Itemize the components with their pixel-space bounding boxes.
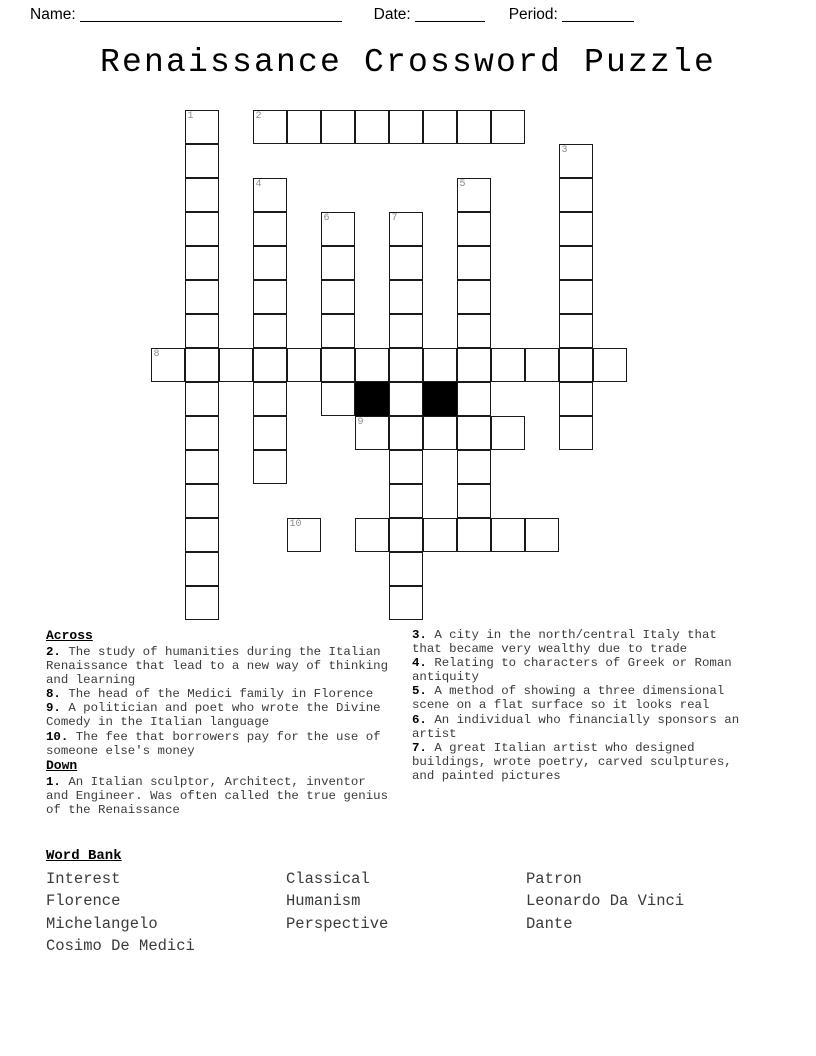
grid-cell-number: 4 bbox=[255, 179, 262, 190]
grid-cell[interactable] bbox=[287, 110, 321, 144]
clue-number: 6. bbox=[412, 712, 435, 727]
grid-cell[interactable] bbox=[559, 280, 593, 314]
word-bank-item: Patron bbox=[526, 870, 582, 888]
clues-column-right bbox=[412, 628, 752, 783]
clue-text: The fee that borrowers pay for the use of someone else's money bbox=[46, 729, 381, 758]
grid-cell[interactable] bbox=[219, 348, 253, 382]
grid-cell[interactable] bbox=[389, 314, 423, 348]
grid-cell[interactable] bbox=[321, 110, 355, 144]
clue-item bbox=[412, 741, 752, 783]
word-bank-item: Classical bbox=[286, 870, 370, 888]
grid-cell-number: 2 bbox=[255, 111, 262, 122]
grid-cell[interactable] bbox=[253, 450, 287, 484]
grid-cell[interactable] bbox=[253, 382, 287, 416]
clue-item bbox=[46, 701, 391, 729]
grid-cell[interactable] bbox=[321, 280, 355, 314]
grid-cell[interactable] bbox=[321, 348, 355, 382]
word-bank-item: Cosimo De Medici bbox=[46, 937, 195, 956]
grid-cell[interactable] bbox=[185, 382, 219, 416]
grid-cell[interactable] bbox=[185, 450, 219, 484]
grid-cell[interactable] bbox=[151, 348, 185, 382]
grid-cell[interactable] bbox=[389, 416, 423, 450]
clue-text: The head of the Medici family in Florence bbox=[68, 687, 374, 702]
clue-text: An Italian sculptor, Architect, inventor and Engineer. Was often called the true genius of the Renaissance bbox=[46, 774, 389, 817]
grid-cell[interactable] bbox=[525, 348, 559, 382]
clue-text: The study of humanities during the Italian Renaissance that lead to a new way of thinking and learning bbox=[46, 645, 389, 688]
grid-cell[interactable] bbox=[389, 484, 423, 518]
grid-cell-blocked bbox=[355, 382, 389, 416]
grid-cell[interactable] bbox=[457, 178, 491, 212]
word-bank-section bbox=[46, 848, 776, 960]
clue-text: A great Italian artist who designed buildings, wrote poetry, carved sculptures, and painted pictures bbox=[412, 740, 732, 783]
grid-cell[interactable] bbox=[253, 348, 287, 382]
grid-cell[interactable] bbox=[457, 382, 491, 416]
grid-cell[interactable] bbox=[185, 586, 219, 620]
clue-number: 7. bbox=[412, 740, 435, 755]
grid-cell[interactable] bbox=[389, 348, 423, 382]
grid-cell[interactable] bbox=[389, 586, 423, 620]
grid-cell[interactable] bbox=[321, 212, 355, 246]
grid-cell-number: 8 bbox=[153, 349, 160, 360]
grid-cell[interactable] bbox=[559, 246, 593, 280]
word-bank-item: Dante bbox=[526, 914, 573, 933]
grid-cell[interactable] bbox=[559, 382, 593, 416]
grid-cell-number: 7 bbox=[391, 213, 398, 224]
clue-number: 3. bbox=[412, 628, 435, 642]
grid-cell[interactable] bbox=[457, 280, 491, 314]
grid-cell-number: 10 bbox=[289, 519, 302, 530]
grid-cell[interactable] bbox=[355, 348, 389, 382]
grid-cell[interactable] bbox=[321, 382, 355, 416]
word-bank-item: Interest bbox=[46, 870, 121, 888]
grid-cell[interactable] bbox=[253, 246, 287, 280]
grid-cell[interactable] bbox=[185, 484, 219, 518]
grid-cell[interactable] bbox=[355, 416, 389, 450]
grid-cell[interactable] bbox=[389, 450, 423, 484]
word-bank-item: Humanism bbox=[286, 892, 361, 911]
grid-cell-number: 6 bbox=[323, 213, 330, 224]
grid-cell-number: 3 bbox=[561, 145, 568, 156]
grid-cell[interactable] bbox=[525, 518, 559, 552]
grid-cell-number: 5 bbox=[459, 179, 466, 190]
clue-text: A politician and poet who wrote the Divine Comedy in the Italian language bbox=[46, 701, 381, 730]
grid-cell[interactable] bbox=[253, 416, 287, 450]
grid-cell[interactable] bbox=[491, 110, 525, 144]
grid-cell[interactable] bbox=[457, 110, 491, 144]
grid-cell[interactable] bbox=[287, 518, 321, 552]
clue-number: 10. bbox=[46, 729, 76, 744]
grid-cell[interactable] bbox=[491, 518, 525, 552]
grid-cell[interactable] bbox=[185, 212, 219, 246]
grid-cell[interactable] bbox=[253, 110, 287, 144]
page-title: Renaissance Crossword Puzzle bbox=[99, 44, 717, 81]
grid-cell[interactable] bbox=[389, 246, 423, 280]
grid-cell[interactable] bbox=[355, 110, 389, 144]
clue-item bbox=[46, 687, 391, 701]
word-bank-item: Leonardo Da Vinci bbox=[526, 892, 685, 911]
grid-cell[interactable] bbox=[457, 212, 491, 246]
grid-cell[interactable] bbox=[491, 416, 525, 450]
grid-cell[interactable] bbox=[253, 314, 287, 348]
clue-number: 4. bbox=[412, 656, 435, 671]
grid-cell[interactable] bbox=[457, 484, 491, 518]
grid-cell[interactable] bbox=[423, 518, 457, 552]
grid-cell-blocked bbox=[423, 382, 457, 416]
clue-item bbox=[46, 775, 391, 817]
down-clue-list-right bbox=[412, 628, 752, 783]
grid-cell[interactable] bbox=[185, 280, 219, 314]
clue-text: An individual who financially sponsors an artist bbox=[412, 712, 740, 741]
grid-cell[interactable] bbox=[321, 314, 355, 348]
grid-cell[interactable] bbox=[457, 518, 491, 552]
grid-cell[interactable] bbox=[457, 348, 491, 382]
word-bank-item: Florence bbox=[46, 892, 121, 911]
clues-column-left bbox=[46, 628, 391, 817]
grid-cell[interactable] bbox=[389, 382, 423, 416]
clue-number: 9. bbox=[46, 701, 69, 716]
grid-cell[interactable] bbox=[185, 416, 219, 450]
grid-cell[interactable] bbox=[253, 178, 287, 212]
grid-cell[interactable] bbox=[253, 212, 287, 246]
grid-cell[interactable] bbox=[389, 518, 423, 552]
clue-item bbox=[412, 656, 752, 684]
grid-cell[interactable] bbox=[185, 552, 219, 586]
clue-item bbox=[46, 645, 391, 687]
grid-cell[interactable] bbox=[559, 212, 593, 246]
grid-cell[interactable] bbox=[423, 416, 457, 450]
grid-cell-number: 1 bbox=[187, 111, 194, 122]
grid-cell[interactable] bbox=[559, 314, 593, 348]
grid-cell[interactable] bbox=[389, 110, 423, 144]
grid-cell[interactable] bbox=[491, 348, 525, 382]
down-heading: Down bbox=[46, 757, 78, 773]
grid-cell[interactable] bbox=[185, 348, 219, 382]
grid-cell[interactable] bbox=[389, 552, 423, 586]
clue-item bbox=[46, 730, 391, 758]
grid-cell[interactable] bbox=[355, 518, 389, 552]
grid-cell[interactable] bbox=[185, 246, 219, 280]
grid-cell[interactable] bbox=[321, 246, 355, 280]
word-bank-heading: Word Bank bbox=[46, 848, 122, 864]
grid-cell[interactable] bbox=[423, 110, 457, 144]
grid-cell[interactable] bbox=[185, 144, 219, 178]
grid-cell[interactable] bbox=[185, 178, 219, 212]
name-label: Name: bbox=[30, 6, 76, 23]
grid-cell[interactable] bbox=[559, 144, 593, 178]
period-label: Period: bbox=[508, 6, 558, 23]
grid-cell[interactable] bbox=[457, 314, 491, 348]
across-clue-list bbox=[46, 645, 391, 758]
grid-cell[interactable] bbox=[559, 178, 593, 212]
clue-text: Relating to characters of Greek or Roman antiquity bbox=[412, 656, 732, 685]
clue-item bbox=[412, 684, 752, 712]
down-clue-list-left bbox=[46, 775, 391, 817]
grid-cell[interactable] bbox=[287, 348, 321, 382]
clue-number: 1. bbox=[46, 774, 69, 789]
clue-text: A city in the north/central Italy that that became very wealthy due to trade bbox=[412, 628, 717, 657]
clue-number: 5. bbox=[412, 684, 435, 699]
date-label: Date: bbox=[373, 6, 411, 23]
grid-cell[interactable] bbox=[457, 416, 491, 450]
grid-cell[interactable] bbox=[185, 314, 219, 348]
grid-cell[interactable] bbox=[559, 416, 593, 450]
grid-cell[interactable] bbox=[559, 348, 593, 382]
clue-number: 8. bbox=[46, 687, 69, 702]
grid-cell[interactable] bbox=[457, 450, 491, 484]
across-heading: Across bbox=[46, 628, 93, 643]
grid-cell[interactable] bbox=[185, 110, 219, 144]
clue-item bbox=[412, 628, 752, 656]
word-bank-list bbox=[46, 870, 746, 960]
clue-text: A method of showing a three dimensional scene on a flat surface so it looks real bbox=[412, 684, 725, 713]
grid-cell[interactable] bbox=[423, 348, 457, 382]
grid-cell[interactable] bbox=[389, 212, 423, 246]
grid-cell[interactable] bbox=[253, 280, 287, 314]
grid-cell[interactable] bbox=[389, 280, 423, 314]
clue-number: 2. bbox=[46, 645, 69, 659]
word-bank-item: Perspective bbox=[286, 914, 389, 933]
grid-cell[interactable] bbox=[457, 246, 491, 280]
grid-cell-number: 9 bbox=[357, 417, 364, 428]
word-bank-item: Michelangelo bbox=[46, 914, 158, 933]
grid-cell[interactable] bbox=[185, 518, 219, 552]
grid-cell[interactable] bbox=[593, 348, 627, 382]
clue-item bbox=[412, 713, 752, 741]
